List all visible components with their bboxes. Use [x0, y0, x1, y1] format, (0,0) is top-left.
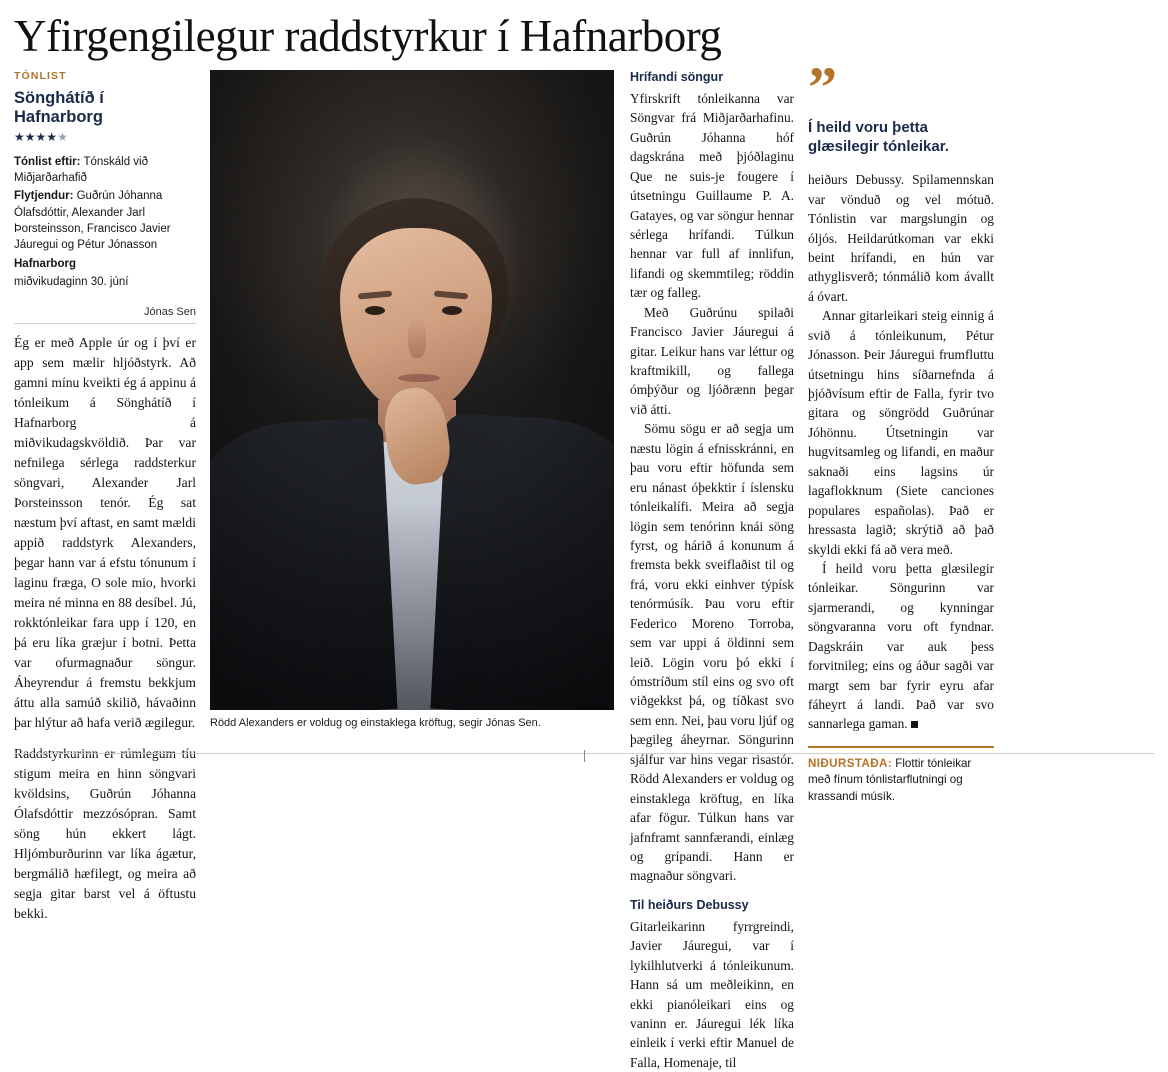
paragraph: Raddstyrkurinn er rúmlegum tíu stigum meira en hinn söngvari kvöldsins, Guðrún Jóhanna Ólafsdóttir mezzósópran. Samt söng hún ekkert lágt. Hljómburðurinn var líka ágætur, bergmálið hæfilegt, og meira að segja gitar barst vel á öftustu bekki. [14, 745, 196, 921]
page-headline: Yfirgengilegur raddstyrkur í Hafnarborg [14, 11, 722, 61]
column-three-body [808, 170, 994, 734]
star-icon-filled-3: ★ [35, 129, 47, 144]
paragraph [808, 559, 994, 734]
column-left [14, 70, 210, 924]
star-icon-filled-1: ★ [14, 129, 25, 144]
column-three [808, 54, 994, 805]
section-kicker: TÓNLIST [14, 69, 67, 82]
subheading-til-heidurs-debussy: Til heiðurs Debussy [630, 897, 749, 912]
paragraph: Ég er með Apple úr og í því er app sem mælir hljóðstyrk. Að gamni mínu kveikti ég á appinu á tónleikum á Sönghátíð í Hafnarborg á miðvikudagskvöldið. Þar var nefnilega sérlega raddsterkur söngvari, Alexander Jarl Þorsteinsson tenór. Ég sat næstum því aftast, en samt mældi appið raddstyrk Alexanders, þegar hann var á efstu tónunum í laginu fræga, O sole mio, hvorki meira né minna en 88 desíbel. Jú, rokktónleikar fara upp í 120, en þá eru líka græjur í botni. Þetta var ofurmagnaður söngur. Áheyrendur á fremstu bekkjum áttu alla samúð skilið, hávaðinn þar hlýtur að hafa verið ægilegur. [14, 335, 196, 730]
verdict-text: Flottir tónleikar með fínum tónlistarflutningi og krassandi músík. [808, 756, 972, 803]
paragraph: Sömu sögu er að segja um næstu lögin á efnisskránni, en þau voru eftir höfunda sem eru nánast óþekktir í íslensku tónleikalífi. Meira að segja lögin sem tenórinn knái söng fyrst, og hárið á konunum á fremsta bekk sveiflaðist til og frá, voru ekki einhver týpísk tenórmúsík. Þau voru eftir Federico Moreno Torroba, sem var uppi á öldinni sem leið. Lögin voru þó ekki í ómstríðum stíl eins og svo oft viðgekkst þá, og tíðkast svo sem enn. Nei, þau voru ljúf og þægileg áheyrnar. Söngurinn sjálfur var hins vegar risastór. Rödd Alexanders er voldug og einstaklega kröftug, en líka afar fögur. Túlkun hans var jafnframt sannfærandi, einlæg og grípandi. Hann er magnaður söngvari. [630, 421, 794, 884]
credit-line-date: miðvikudaginn 30. júní [14, 276, 129, 289]
pull-quote-text: Í heild voru þetta glæsilegir tónleikar. [808, 118, 949, 156]
verdict-label: NIÐURSTAÐA: [808, 756, 893, 770]
credit-label-performers: Flytjendur: [14, 190, 74, 203]
column-two-body [630, 89, 794, 886]
paragraph: Yfirskrift tónleikanna var Söngvar frá Miðjarðarhafinu. Guðrún Jóhanna hóf dagskrána með þjóðlaginu Que ne suis-je fougere í útsetningu Guillaume P. A. Gatayes, og var söngur hennar sérlega hrífandi. Túlkun hennar var full af innlifun, lifandi og skemmtileg; röddin tær og falleg. [630, 90, 794, 301]
credit-value-performers: Guðrún Jóhanna Ólafsdóttir, Alexander Jarl Þorsteinsson, Francisco Javier Jáuregui og Pétur Jónasson [14, 190, 171, 252]
verdict-block [808, 746, 994, 805]
credit-value-composer: Tónskáld við Miðjarðarhafið [14, 155, 148, 185]
footer-center-tick [584, 750, 585, 762]
pull-quote [808, 54, 994, 156]
paragraph: Gitarleikarinn fyrrgreindi, Javier Jáuregui, var í lykilhlutverki á tónleikunum. Hann sá um meðleikinn, en ekki pianóleikari eins og vaninn er. Jáuregui lék líka einleik í verki eftir Manuel de Falla, Homenaje, til [630, 918, 794, 1070]
paragraph-text: Í heild voru þetta glæsilegir tónleikar. Söngurinn var sjarmerandi, og kynningar söngvaranna voru oft fyndnar. Dagskráin var auk þess forvitnileg; eins og áður sagði var margt sem bar fyrir eyru afar fáheyrt á landi. Það var svo sannarlega gaman. [808, 560, 994, 732]
end-mark-icon [911, 721, 918, 728]
credit-label-venue: Hafnarborg [14, 257, 76, 270]
credit-line-composer [14, 154, 196, 187]
column-photo [210, 70, 630, 731]
quote-mark-icon: ” [808, 54, 837, 120]
column-two [630, 70, 808, 1072]
paragraph: heiðurs Debussy. Spilamennskan var vönduð og vel mótuð. Tónlistin var margslungin og óljós. Heildarútkoman var ekki beint hrífandi, en hún var athyglisverð; tónmálið kom ávallt á óvart. [808, 172, 994, 304]
byline: Jónas Sen [14, 306, 196, 324]
subheading-hrifandi-songur: Hrífandi söngur [630, 69, 724, 84]
credit-label-composer: Tónlist eftir: [14, 155, 81, 168]
column-two-body-2 [630, 917, 794, 1072]
paragraph: Með Guðrúnu spilaði Francisco Javier Jáuregui á gitar. Leikur hans var léttur og kraftmikill, og fallega ómþýður og ljóðrænn þegar við átti. [630, 304, 794, 417]
credit-line-venue [14, 256, 196, 272]
review-subject-title: Sönghátíð í Hafnarborg [14, 88, 104, 126]
star-icon-filled-2: ★ [24, 129, 36, 144]
photo-vignette [210, 70, 614, 710]
article-columns [14, 54, 1154, 1072]
left-body-text [14, 333, 196, 923]
photo-caption: Rödd Alexanders er voldug og einstaklega kröftug, segir Jónas Sen. [210, 716, 541, 729]
portrait-photo-tenor [210, 70, 614, 710]
paragraph: Annar gitarleikari steig einnig á svið á tónleikunum, Pétur Jónasson. Þeir Jáuregui frumfluttu útsetningu hins síðarnefnda á þjóðvísum eftir de Falla, fyrir tvo gitara og söngrödd Guðrúnar Jóhönnu. Útsetningin var hugvitsamleg og lifandi, en maður saknaði eins lagsins úr lagaflokknum (Siete canciones populares españolas). Það er hressasta lagið; skrýtið að það skyldi ekki fá að vera með. [808, 308, 994, 557]
star-icon-filled-4: ★ [46, 129, 58, 144]
star-icon-empty-5: ★ [57, 129, 68, 144]
star-rating [14, 130, 196, 145]
credits-block [14, 154, 196, 291]
credit-line-performers [14, 188, 196, 253]
